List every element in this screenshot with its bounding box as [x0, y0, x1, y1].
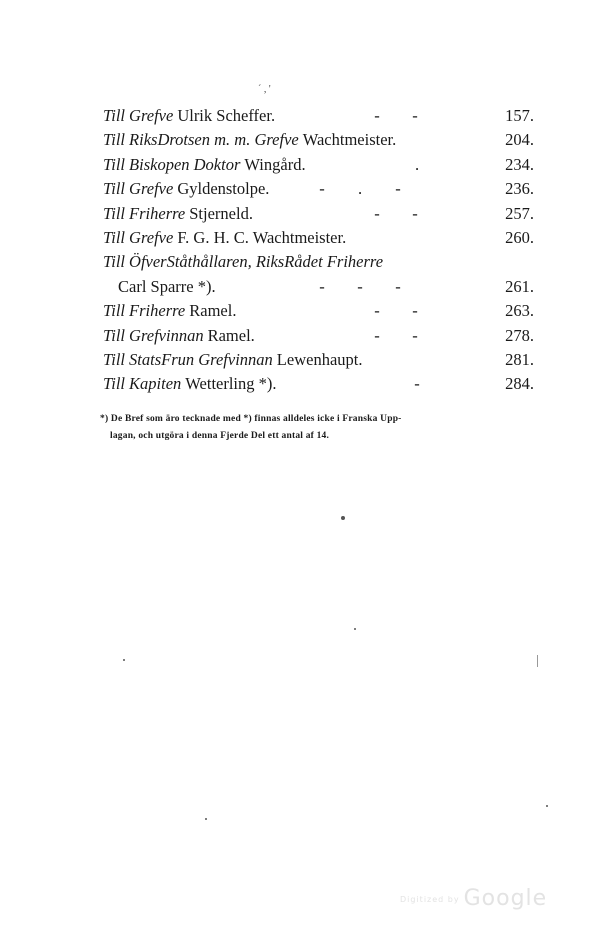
entry-page-number: 234. — [505, 154, 534, 174]
print-speck — [546, 805, 548, 807]
entry-name: Wetterling *). — [185, 374, 277, 394]
leader-dash: - — [414, 374, 420, 394]
entry-title: Kapiten — [129, 374, 182, 394]
entry-lead: Till — [103, 130, 126, 150]
entry-name: Wachtmeister. — [302, 130, 397, 150]
watermark-brand: Google — [463, 886, 548, 911]
entry-page-number: 157. — [505, 106, 534, 125]
digitized-watermark — [400, 886, 547, 911]
toc-entry — [103, 177, 540, 201]
entry-page-number: 236. — [505, 179, 534, 199]
toc-entry — [103, 128, 540, 152]
header-marks: ´ , ' — [258, 84, 271, 95]
entry-lead: Till — [103, 179, 126, 199]
toc-entry — [103, 202, 540, 226]
leader-dash: . — [357, 179, 363, 199]
entry-title: Biskopen Doktor — [129, 154, 241, 174]
entry-title: Grefve — [129, 179, 174, 199]
entry-title: Grefve — [129, 106, 174, 125]
toc-entry — [103, 348, 540, 372]
leader-dash: . — [414, 154, 420, 174]
leader-dash: - — [412, 203, 418, 223]
entry-leader-dashes — [303, 177, 417, 201]
entry-lead: Till — [103, 252, 126, 272]
entry-title: Friherre — [129, 301, 186, 321]
entry-page-number: 281. — [505, 349, 534, 369]
entry-page-number: 284. — [505, 374, 534, 394]
entry-name: Wingård. — [244, 154, 306, 174]
entry-leader-dashes — [398, 372, 436, 396]
print-speck — [205, 818, 207, 820]
entry-lead: Till — [103, 106, 126, 125]
entry-page-number: 278. — [505, 325, 534, 345]
entry-page-number: 260. — [505, 227, 534, 247]
toc-entry — [103, 104, 540, 128]
entry-title: Grefvinnan — [129, 325, 204, 345]
entry-leader-dashes — [358, 104, 434, 128]
entry-lead: Till — [103, 349, 126, 369]
entry-name: Stjerneld. — [189, 203, 253, 223]
entry-title: RiksDrotsen m. m. Grefve — [129, 130, 299, 150]
entry-lead: Till — [103, 154, 126, 174]
toc-entry — [103, 372, 540, 396]
entry-leader-dashes — [303, 275, 417, 299]
entry-page-number: 257. — [505, 203, 534, 223]
print-speck — [123, 659, 125, 661]
entry-name: Carl Sparre *). — [118, 276, 216, 296]
entry-page-number: 263. — [505, 301, 534, 321]
entry-lead: Till — [103, 301, 126, 321]
leader-dash: - — [357, 276, 363, 296]
watermark-small-text: Digitized by — [400, 894, 460, 904]
toc-entry — [103, 153, 540, 177]
entry-lead: Till — [103, 374, 126, 394]
entry-name: Ulrik Scheffer. — [177, 106, 276, 125]
entry-leader-dashes — [398, 153, 436, 177]
entry-leader-dashes — [358, 324, 434, 348]
leader-dash: - — [374, 106, 380, 125]
toc-entry — [103, 250, 540, 274]
footnote-line-2: lagan, och utgöra i denna Fjerde Del ett antal af 14. — [110, 431, 330, 441]
print-speck — [537, 655, 538, 667]
print-speck — [341, 516, 345, 520]
entry-title: StatsFrun Grefvinnan — [129, 349, 273, 369]
footnote — [100, 411, 540, 445]
leader-dash: - — [374, 325, 380, 345]
entry-title: Grefve — [129, 227, 174, 247]
leader-dash: - — [395, 179, 401, 199]
entry-title: Friherre — [129, 203, 186, 223]
entry-leader-dashes — [358, 202, 434, 226]
footnote-line-1: *) De Bref som äro tecknade med *) finnas alldeles icke i Franska Upp- — [100, 414, 402, 424]
entry-leader-dashes — [358, 299, 434, 323]
leader-dash: - — [412, 106, 418, 125]
toc-entry — [103, 226, 540, 250]
leader-dash: - — [412, 301, 418, 321]
entry-name: Gyldenstolpe. — [177, 179, 270, 199]
entry-name: Ramel. — [189, 301, 237, 321]
entry-page-number: 261. — [505, 276, 534, 296]
leader-dash: - — [374, 203, 380, 223]
toc-entry — [103, 275, 540, 299]
entry-lead: Till — [103, 227, 126, 247]
entry-name: F. G. H. C. Wachtmeister. — [177, 227, 347, 247]
print-speck — [354, 628, 356, 630]
leader-dash: - — [412, 325, 418, 345]
entry-page-number: 204. — [505, 130, 534, 150]
entry-title: ÖfverStåthållaren, RiksRådet Friherre — [129, 252, 384, 272]
leader-dash: - — [319, 179, 325, 199]
entry-name: Ramel. — [207, 325, 255, 345]
toc-entry — [103, 299, 540, 323]
leader-dash: - — [395, 276, 401, 296]
entry-lead: Till — [103, 325, 126, 345]
leader-dash: - — [319, 276, 325, 296]
leader-dash: - — [374, 301, 380, 321]
toc-entry — [103, 324, 540, 348]
entry-lead: Till — [103, 203, 126, 223]
entry-name: Lewenhaupt. — [276, 349, 363, 369]
table-of-contents — [103, 104, 540, 397]
